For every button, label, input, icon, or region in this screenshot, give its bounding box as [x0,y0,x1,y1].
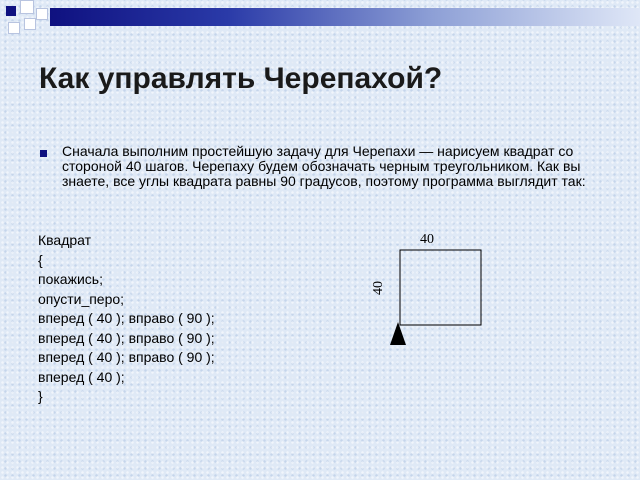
code-line: вперед ( 40 ); [38,368,125,385]
header-gradient-bar [50,8,640,26]
slide-title: Как управлять Черепахой? [39,62,443,95]
side-length-label-left: 40 [371,281,386,295]
corner-square [6,6,16,16]
corner-square [20,0,34,14]
program-code [38,231,215,407]
turtle-triangle-icon [390,322,406,345]
code-line: вперед ( 40 ); вправо ( 90 ); [38,349,215,365]
intro-paragraph: Сначала выполним простейшую задачу для Черепахи — нарисуем квадрат со стороной 40 шагов. Черепаху будем обозначать черным треугольником. Как вы знаете, все углы квадрата равны 90 градусов, поэтому программа выглядит так: [62,143,586,189]
code-line: вперед ( 40 ); вправо ( 90 ); [38,329,215,346]
bullet-square-icon [40,150,47,157]
code-line: Квадрат [38,232,92,248]
corner-squares-decoration [0,0,48,36]
side-length-label-top: 40 [420,232,434,247]
corner-square [36,8,48,20]
corner-square [24,18,36,30]
code-line: покажись; [38,271,103,287]
code-line: { [38,251,43,268]
code-line: вперед ( 40 ); вправо ( 90 ); [38,310,215,326]
code-line: } [38,388,43,404]
corner-square [8,22,20,34]
drawn-square [400,250,481,325]
code-line: опусти_перо; [38,290,125,307]
